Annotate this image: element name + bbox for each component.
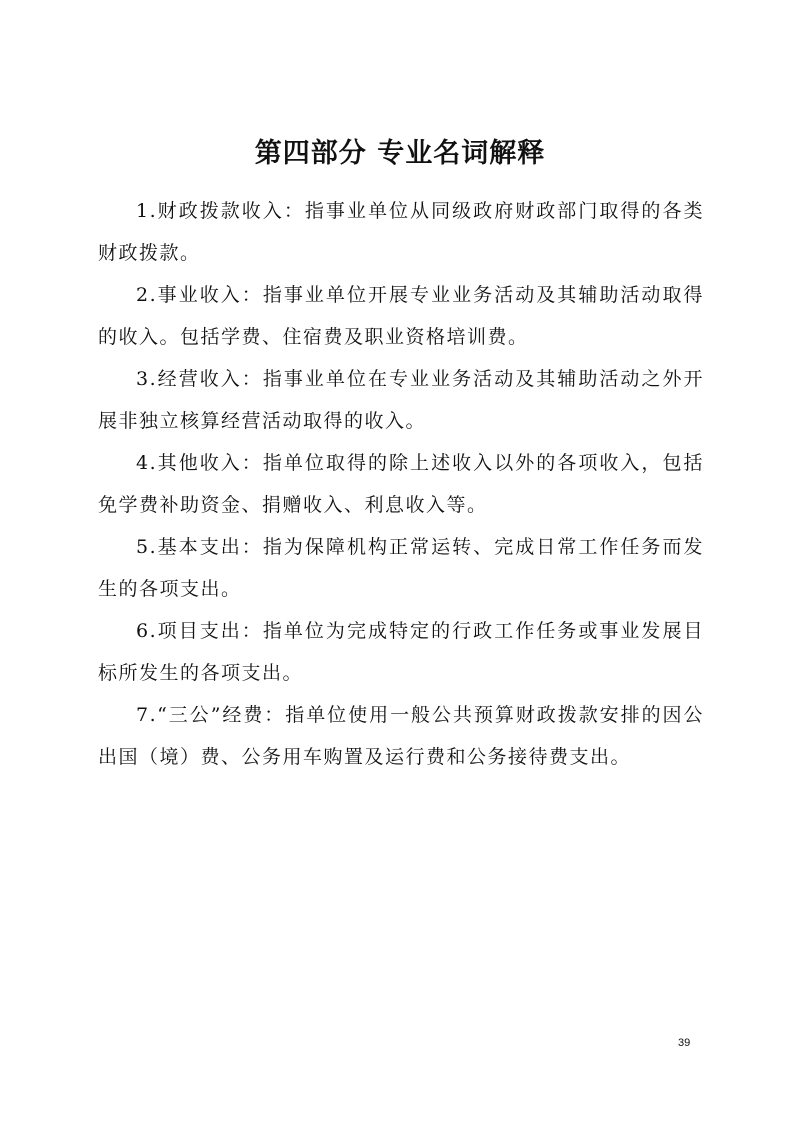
definition-basic-expenditure: 5.基本支出：指为保障机构正常运转、完成日常工作任务而发生的各项支出。 [98,536,704,600]
definition-other-income: 4.其他收入：指单位取得的除上述收入以外的各项收入，包括免学费补助资金、捐赠收入、利息收入等。 [98,452,704,516]
definition-business-income: 2.事业收入：指事业单位开展专业业务活动及其辅助活动取得的收入。包括学费、住宿费及职业资格培训费。 [98,284,704,348]
definitions-list [98,190,704,778]
page-number: 39 [678,1037,691,1049]
definition-three-public-expenses: 7.“三公”经费：指单位使用一般公共预算财政拨款安排的因公出国（境）费、公务用车购置及运行费和公务接待费支出。 [98,704,704,768]
definition-operating-income: 3.经营收入：指事业单位在专业业务活动及其辅助活动之外开展非独立核算经营活动取得的收入。 [98,368,704,432]
definition-financial-appropriation-income: 1.财政拨款收入：指事业单位从同级政府财政部门取得的各类财政拨款。 [98,200,704,264]
definition-project-expenditure: 6.项目支出：指单位为完成特定的行政工作任务或事业发展目标所发生的各项支出。 [98,620,704,684]
page-title: 第四部分 专业名词解释 [254,138,546,169]
